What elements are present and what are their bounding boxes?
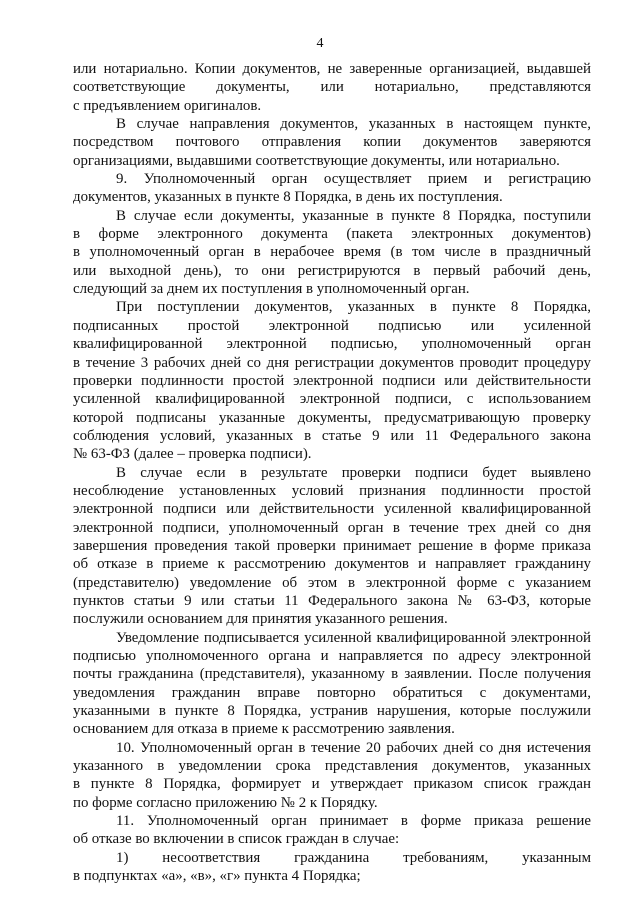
paragraph	[73, 464, 591, 629]
text-line: усиленной квалифицированной электронной подписи, с использованием	[73, 391, 591, 408]
text-line: Уведомление подписывается усиленной квалифицированной электронной	[116, 629, 591, 646]
text-line: При поступлении документов, указанных в пункте 8 Порядка,	[116, 299, 591, 316]
text-line: несоблюдение установленных условий признания подлинности простой	[73, 482, 591, 499]
paragraph	[73, 170, 591, 207]
text-line: почты гражданина (представителя), указанному в заявлении. После получения	[73, 666, 591, 683]
text-line: в течение 3 рабочих дней со дня регистрации документов проводит процедуру	[73, 354, 591, 371]
paragraph	[73, 298, 591, 463]
paragraph	[73, 115, 591, 170]
text-line: электронной подписи или действительности усиленной квалифицированной	[73, 501, 591, 518]
text-line: уведомления гражданин вправе повторно обратиться с документами,	[73, 684, 591, 701]
text-line: В случае если документы, указанные в пункте 8 Порядка, поступили	[116, 207, 591, 224]
text-line: (представителю) уведомление об этом в электронной форме с указанием	[73, 574, 591, 591]
text-line: основанием для отказа в приеме к рассмотрению заявления.	[73, 721, 455, 738]
document-body	[73, 60, 591, 885]
text-line: 10. Уполномоченный орган в течение 20 рабочих дней со дня истечения	[116, 739, 591, 756]
text-line: В случае направления документов, указанных в настоящем пункте,	[116, 116, 591, 133]
text-line: об отказе в приеме к рассмотрению документов и направляет гражданину	[73, 556, 591, 573]
text-line: в форме электронного документа (пакета электронных документов)	[73, 226, 591, 243]
text-line: или нотариально. Копии документов, не заверенные организацией, выдавшей	[73, 61, 591, 77]
text-line: подписанных простой электронной подписью или усиленной	[73, 317, 591, 334]
text-line: проверки подлинности простой электронной подписи или действительности	[73, 372, 591, 389]
text-line: или выходной день), то они регистрируются в первый рабочий день,	[73, 262, 591, 279]
text-line: пунктов статьи 9 или статьи 11 Федерального закона № 63-ФЗ, которые	[73, 592, 591, 609]
text-line: соблюдения условий, указанных в статье 9 или 11 Федерального закона	[73, 427, 591, 444]
text-line: в уполномоченный орган в нерабочее время (в том числе в праздничный	[73, 244, 591, 261]
text-line: 9. Уполномоченный орган осуществляет прием и регистрацию	[116, 171, 591, 188]
text-line: послужили основанием для принятия указанного решения.	[73, 611, 448, 628]
text-line: в пункте 8 Порядка, формирует и утверждает приказом список граждан	[73, 776, 591, 793]
text-line: подписью уполномоченного органа и направляется по адресу электронной	[73, 648, 591, 664]
text-line: В случае если в результате проверки подписи будет выявлено	[116, 464, 591, 481]
text-line: с предъявлением оригиналов.	[73, 97, 262, 114]
page-number: 4	[316, 36, 324, 51]
paragraph	[73, 849, 591, 886]
text-line: № 63-ФЗ (далее – проверка подписи).	[73, 446, 312, 463]
paragraph	[73, 629, 591, 739]
text-line: следующий за днем их поступления в уполномоченный орган.	[73, 281, 470, 298]
text-line: об отказе во включении в список граждан в случае:	[73, 831, 400, 848]
text-line: электронной подписи, уполномоченный орган в течение трех дней со дня	[73, 519, 591, 536]
text-line: квалифицированной электронной подписью, уполномоченный орган	[73, 336, 591, 353]
paragraph	[73, 60, 591, 115]
text-line: в подпунктах «а», «в», «г» пункта 4 Порядка;	[73, 868, 361, 885]
text-line: указанными в пункте 8 Порядка, устранив нарушения, которые послужили	[73, 703, 591, 720]
paragraph	[73, 812, 591, 849]
text-line: 11. Уполномоченный орган принимает в форме приказа решение	[116, 813, 591, 830]
text-line: по форме согласно приложению № 2 к Порядку.	[73, 794, 378, 811]
text-line: 1) несоответствия гражданина требованиям, указанным	[116, 849, 591, 866]
text-line: указанного в уведомлении срока представления документов, указанных	[73, 758, 591, 775]
text-line: соответствующие документы, или нотариально, представляются	[73, 79, 591, 96]
text-line: организациями, выдавшими соответствующие документы, или нотариально.	[73, 152, 560, 169]
text-line: документов, указанных в пункте 8 Порядка, в день их поступления.	[73, 189, 503, 206]
text-line: завершения проведения такой проверки принимает решение в форме приказа	[73, 537, 591, 554]
text-line: посредством почтового отправления копии документов заверяются	[73, 134, 591, 151]
paragraph	[73, 739, 591, 812]
paragraph	[73, 207, 591, 299]
text-line: которой подписаны указанные документы, предусматривающую проверку	[73, 409, 591, 426]
